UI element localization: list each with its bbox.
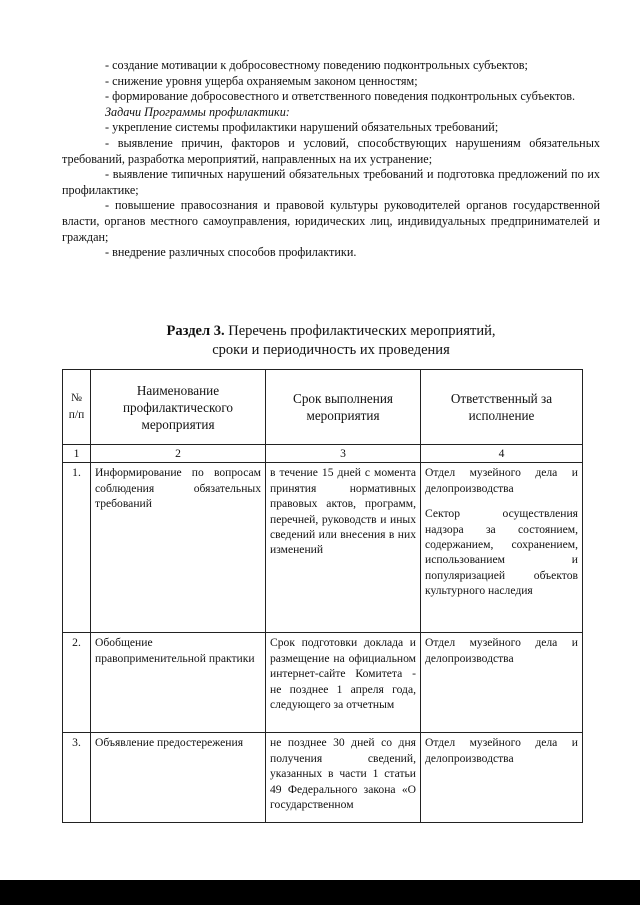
intro-line: - формирование добросовестного и ответственного поведения подконтрольных субъектов. — [105, 89, 576, 104]
table-row — [63, 733, 583, 823]
table-row — [63, 633, 583, 733]
row-name: Объявление предостережения — [91, 733, 266, 823]
header-term: Срок выполнения мероприятия — [266, 370, 421, 445]
responsible-dept: Отдел музейного дела и делопроизводства — [425, 466, 578, 495]
col-number: 2 — [91, 445, 266, 463]
section-title-line2: сроки и периодичность их проведения — [212, 342, 450, 358]
row-number: 3. — [63, 733, 91, 823]
responsible-sector: Сектор осуществления надзора за состоянием, содержанием, сохранением, использованием и популяризацией объектов культурного наследия — [425, 507, 578, 598]
tasks-heading: Задачи Программы профилактики: — [105, 104, 290, 119]
intro-line: - создание мотивации к добросовестному поведению подконтрольных субъектов; — [105, 58, 528, 72]
intro-line: - снижение уровня ущерба охраняемым законом ценностям; — [105, 73, 418, 88]
header-number: № п/п — [63, 370, 91, 445]
row-number: 2. — [63, 633, 91, 733]
col-number: 3 — [266, 445, 421, 463]
row-term: Срок подготовки доклада и размещение на официальном интернет-сайте Комитета - не позднее 1 апреля года, следующего за отчетным — [266, 633, 421, 733]
col-number: 1 — [63, 445, 91, 463]
activities-table — [62, 369, 583, 823]
row-responsible — [421, 463, 583, 633]
row-term: не позднее 30 дней со дня получения сведений, указанных в части 1 статьи 49 Федерального закона «О государственном — [266, 733, 421, 823]
intro-text — [62, 58, 600, 261]
section-title-line1: Перечень профилактических мероприятий, — [224, 323, 496, 339]
table-row — [63, 463, 583, 633]
responsible-dept: Отдел музейного дела и делопроизводства — [425, 736, 578, 765]
task-item: - укрепление системы профилактики нарушений обязательных требований; — [105, 120, 499, 135]
row-number: 1. — [63, 463, 91, 633]
section-number: Раздел 3. — [166, 323, 225, 339]
col-number: 4 — [421, 445, 583, 463]
responsible-dept: Отдел музейного дела и делопроизводства — [425, 636, 578, 665]
row-term: в течение 15 дней с момента принятия нормативных правовых актов, программ, перечней, руководств и иных сведений или внесения в них изменений — [266, 463, 421, 633]
table-header-row — [63, 370, 583, 445]
row-name: Обобщение правоприменительной практики — [91, 633, 266, 733]
scan-bottom-edge — [0, 880, 640, 905]
row-name: Информирование по вопросам соблюдения обязательных требований — [91, 463, 266, 633]
header-responsible: Ответственный за исполнение — [421, 370, 583, 445]
header-name: Наименование профилактического мероприятия — [91, 370, 266, 445]
column-number-row — [63, 445, 583, 463]
task-item: - внедрение различных способов профилактики. — [105, 245, 357, 260]
task-item: - повышение правосознания и правовой культуры руководителей органов государственной власти, органов местного самоуправления, юридических лиц, индивидуальных предпринимателей и граждан; — [62, 198, 600, 244]
row-responsible — [421, 633, 583, 733]
task-item: - выявление типичных нарушений обязательных требований и подготовка предложений по их профилактике; — [62, 167, 600, 197]
task-item: - выявление причин, факторов и условий, способствующих нарушениям обязательных требований, разработка мероприятий, направленных на их устранение; — [62, 135, 600, 166]
row-responsible — [421, 733, 583, 823]
section-title — [62, 322, 600, 360]
